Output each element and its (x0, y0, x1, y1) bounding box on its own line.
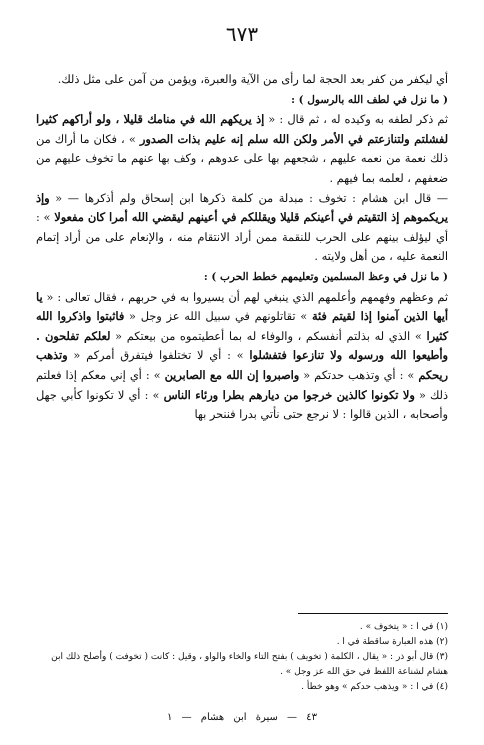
text-run: » ، فكان ما أراك من ذلك نعمة من نعمه عليهم ، شجعهم بها على عدوهم ، وكف بها عنهم ما تخوف عليهم من ضعفهم ، لعلمه بما فيهم . (36, 132, 448, 185)
section-heading: ( ما نزل في لطف الله بالرسول ) : (291, 93, 448, 106)
text-run: — قال ابن هشام : تخوف : مبدلة من كلمة ذكرها ابن إسحاق ولم أذكرها — (67, 191, 449, 205)
quran-quote: فاثبتوا واذكروا الله كثيرا (36, 309, 449, 343)
footnote: (٣) قال أبو ذر : « يقال ، الكلمة ( تخويف ) بفتح التاء والخاء والواو ، وقيل : كانت ( تخوفت ) وأصلح ذلك ابن هشام لشناعة اللفظ في حق الله عز وجل » . (51, 652, 448, 677)
quran-quote: ولا تكونوا كالذين خرجوا من ديارهم بطرا ورئاء الناس (163, 387, 415, 402)
text-run: » تقاتلونهم في سبيل الله عز وجل « (129, 310, 308, 324)
paragraph: أي ليكفر من كفر بعد الحجة لما رأى من الآية والعبرة، ويؤمن من آمن على مثل ذلك. (57, 73, 448, 86)
page-number: ٦٧٣ (225, 22, 259, 46)
text-run: » : أي وتذهب حدتكم « (303, 368, 415, 382)
text-run: ثم وعظهم وفهمهم وأعلمهم الذي ينبغي لهم أن يسيروا به في حربهم ، فقال تعالى : « (46, 290, 449, 304)
quran-quote: يا أيها الذين آمنوا إذا لقيتم فئة (36, 289, 448, 324)
quran-quote: وتذهب ريحكم (36, 348, 448, 382)
quran-quote: إذ يريكهم الله في منامك قليلا ، ولو أراكهم كثيرا لفشلتم ولتنازعتم في الأمر ولكن الله سلم إنه عليم بذات الصدور (36, 112, 449, 146)
text-run: » : أي لا تختلفوا فيتفرق أمركم « (73, 349, 244, 363)
footnotes (36, 620, 448, 695)
text-run: » : أي إني معكم إذا فعلتم ذلك « (36, 368, 448, 402)
text-run: » : أي ليؤلف بينهم على الحرب للنقمة ممن أراد الانتقام منه ، والإنعام على من أراد إتمام النعمة عليه ، من أهل ولايته . (36, 211, 448, 264)
footnote: (١) في ا : « يتخوف » . (359, 622, 448, 632)
paragraph (36, 110, 448, 188)
paragraph: — قال ابن هشام : تخوف : مبدلة من كلمة ذكرها ابن إسحاق ولم أذكرها — « وإذ يريكموهم إذ التقيتم في أعينكم قليلا ويقللكم في أعينهم ليقضي الله أمرا كان مفعولا » : أي ليؤلف بينهم على الحرب للنقمة ممن أراد الانتقام منه ، والإنعام على من أراد إتمام النعمة عليه ، من أهل ولايته . (36, 190, 449, 264)
running-footer: ٤٣ — سيرة ابن هشام — ١ (167, 712, 317, 723)
quran-quote: لعلكم تفلحون . وأطيعوا الله ورسوله ولا تنازعوا فتفشلوا (36, 328, 449, 363)
quran-quote: واصبروا إن الله مع الصابرين (164, 367, 300, 382)
paragraph (36, 288, 448, 425)
text-run: » الذي له بذلتم أنفسكم ، والوفاء له بما أعطيتموه من بيعتكم « (115, 329, 422, 343)
text-run: ثم ذكر لطفه به وكيده له ، ثم قال : « (268, 113, 449, 127)
section-heading: ( ما نزل في وعظ المسلمين وتعليمهم خطط الحرب ) : (203, 270, 448, 283)
footnote-divider (298, 613, 448, 614)
text-run: » : أي لا تكونوا كأبي جهل وأصحابه ، الذين قالوا : لا نرجع حتى نأتي بدرا فننحر بها (36, 388, 448, 422)
main-text (36, 70, 448, 425)
footnote: (٢) هذه العبارة ساقطة في ا . (336, 637, 448, 647)
footnote: (٤) في ا : « ويذهب حدكم » وهو خطأ . (301, 682, 448, 692)
quran-quote: وإذ يريكموهم إذ التقيتم في أعينكم قليلا ويقللكم في أعينهم ليقضي الله أمرا كان مفعولا (36, 190, 449, 225)
